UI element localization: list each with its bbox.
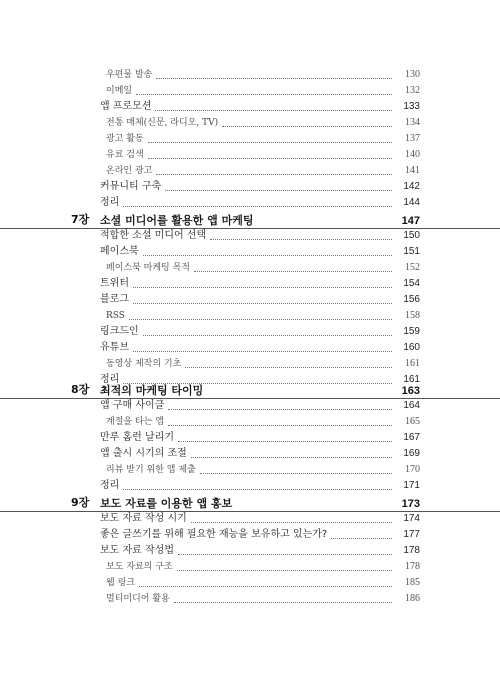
toc-section-entry[interactable] xyxy=(0,429,500,445)
dot-leader xyxy=(133,287,392,288)
dot-leader xyxy=(123,206,392,207)
dot-leader xyxy=(191,522,392,523)
toc-page-number: 134 xyxy=(405,117,420,128)
toc-entry-title: 리뷰 받기 위한 앱 제출 xyxy=(106,465,196,475)
toc-entry-title: 보도 자료 작성법 xyxy=(100,545,174,556)
toc-page-number: 144 xyxy=(403,197,420,208)
toc-subsection-entry[interactable] xyxy=(0,82,500,98)
toc-page-number: 164 xyxy=(403,400,420,411)
toc-page-number: 130 xyxy=(405,69,420,80)
toc-page-number: 167 xyxy=(403,432,420,443)
dot-leader xyxy=(178,441,392,442)
toc-entry-title: RSS xyxy=(106,311,125,321)
toc-page-number: 150 xyxy=(403,230,420,241)
toc-entry-title: 앱 프로모션 xyxy=(100,101,152,112)
dot-leader xyxy=(210,239,392,240)
toc-page-number: 163 xyxy=(401,385,420,397)
toc-page-number: 177 xyxy=(403,529,420,540)
toc-section-entry[interactable] xyxy=(0,526,500,542)
toc-entry-title: 링크드인 xyxy=(100,326,139,337)
dot-leader xyxy=(165,190,392,191)
toc-entry-title: 정리 xyxy=(100,374,120,385)
dot-leader xyxy=(129,319,392,320)
toc-section-entry[interactable] xyxy=(0,243,500,259)
toc-entry-title: 동영상 제작의 기초 xyxy=(106,359,182,369)
toc-page-number: 165 xyxy=(405,416,420,427)
dot-leader xyxy=(155,110,392,111)
toc-page-number: 151 xyxy=(403,246,420,257)
toc-entry-title: 웹 링크 xyxy=(106,578,135,588)
dot-leader xyxy=(139,586,392,587)
toc-entry-title: 적합한 소셜 미디어 선택 xyxy=(100,230,207,241)
toc-section-entry[interactable] xyxy=(0,227,500,243)
dot-leader xyxy=(168,425,392,426)
toc-page-number: 173 xyxy=(401,498,420,510)
toc-page-number: 170 xyxy=(405,464,420,475)
toc-page-number: 186 xyxy=(405,593,420,604)
toc-page-number: 154 xyxy=(403,278,420,289)
toc-entry-title: 좋은 글쓰기를 위해 필요한 재능을 보유하고 있는가? xyxy=(100,529,328,540)
toc-entry-title: 전통 매체(신문, 라디오, TV) xyxy=(106,118,219,128)
toc-subsection-entry[interactable] xyxy=(0,146,500,162)
toc-entry-title: 멀티미디어 활용 xyxy=(106,594,170,604)
toc-section-entry[interactable] xyxy=(0,339,500,355)
toc-subsection-entry[interactable] xyxy=(0,130,500,146)
toc-entry-title: 우편물 발송 xyxy=(106,70,153,80)
chapter-number: 9장 xyxy=(71,496,90,509)
toc-entry-title: 앱 구매 사이클 xyxy=(100,400,165,411)
toc-page-number: 159 xyxy=(403,326,420,337)
dot-leader xyxy=(191,457,392,458)
dot-leader xyxy=(331,538,392,539)
toc-subsection-entry[interactable] xyxy=(0,355,500,371)
toc-entry-title: 블로그 xyxy=(100,294,129,305)
dot-leader xyxy=(148,142,392,143)
dot-leader xyxy=(178,554,392,555)
toc-section-entry[interactable] xyxy=(0,542,500,558)
toc-entry-title: 앱 출시 시기의 조절 xyxy=(100,448,187,459)
dot-leader xyxy=(133,303,392,304)
toc-page-number: 152 xyxy=(405,262,420,273)
toc-section-entry[interactable] xyxy=(0,477,500,493)
toc-section-entry[interactable] xyxy=(0,275,500,291)
toc-subsection-entry[interactable] xyxy=(0,162,500,178)
toc-subsection-entry[interactable] xyxy=(0,259,500,275)
toc-page-number: 140 xyxy=(405,149,420,160)
toc-entry-title: 커뮤니티 구축 xyxy=(100,181,162,192)
toc-page-number: 171 xyxy=(403,480,420,491)
toc-entry-title: 계절을 타는 앱 xyxy=(106,417,164,427)
dot-leader xyxy=(123,489,392,490)
toc-page-number: 178 xyxy=(403,545,420,556)
dot-leader xyxy=(174,602,392,603)
toc-page-number: 160 xyxy=(403,342,420,353)
dot-leader xyxy=(194,271,392,272)
dot-leader xyxy=(133,351,392,352)
toc-entry-title: 정리 xyxy=(100,480,120,491)
toc-subsection-entry[interactable] xyxy=(0,413,500,429)
chapter-number: 7장 xyxy=(71,213,90,226)
toc-subsection-entry[interactable] xyxy=(0,558,500,574)
toc-subsection-entry[interactable] xyxy=(0,590,500,606)
toc-page-number: 141 xyxy=(405,165,420,176)
toc-entry-title: 온라인 광고 xyxy=(106,166,153,176)
toc-page-number: 133 xyxy=(403,101,420,112)
toc-section-entry[interactable] xyxy=(0,323,500,339)
dot-leader xyxy=(148,158,392,159)
toc-page-number: 185 xyxy=(405,577,420,588)
toc-page-number: 137 xyxy=(405,133,420,144)
toc-entry-title: 보도 자료의 구조 xyxy=(106,562,173,572)
toc-section-entry[interactable] xyxy=(0,98,500,114)
toc-section-entry[interactable] xyxy=(0,194,500,210)
toc-entry-title: 유튜브 xyxy=(100,342,129,353)
toc-entry-title: 유료 검색 xyxy=(106,150,144,160)
dot-leader xyxy=(136,94,392,95)
chapter-number: 8장 xyxy=(71,383,90,396)
toc-page-number: 132 xyxy=(405,85,420,96)
toc-entry-title: 최적의 마케팅 타이밍 xyxy=(100,384,204,397)
dot-leader xyxy=(222,126,392,127)
dot-leader xyxy=(143,335,392,336)
toc-subsection-entry[interactable] xyxy=(0,461,500,477)
toc-entry-title: 이메일 xyxy=(106,86,133,96)
toc-section-entry[interactable] xyxy=(0,178,500,194)
toc-entry-title: 페이스북 마케팅 목적 xyxy=(106,263,190,273)
toc-entry-title: 정리 xyxy=(100,197,120,208)
dot-leader xyxy=(156,78,392,79)
toc-entry-title: 소셜 미디어를 활용한 앱 마케팅 xyxy=(100,214,254,227)
toc-page-number: 161 xyxy=(405,358,420,369)
toc-page-number: 178 xyxy=(405,561,420,572)
toc-entry-title: 보도 자료 작성 시기 xyxy=(100,513,187,524)
dot-leader xyxy=(168,409,392,410)
toc-page-number: 169 xyxy=(403,448,420,459)
toc-entry-title: 트위터 xyxy=(100,278,129,289)
toc-subsection-entry[interactable] xyxy=(0,114,500,130)
toc-subsection-entry[interactable] xyxy=(0,307,500,323)
toc-section-entry[interactable] xyxy=(0,397,500,413)
toc-entry-title: 페이스북 xyxy=(100,246,139,257)
toc-entry-title: 보도 자료를 이용한 앱 홍보 xyxy=(100,497,233,510)
dot-leader xyxy=(200,473,392,474)
dot-leader xyxy=(156,174,392,175)
toc-page-number: 156 xyxy=(403,294,420,305)
toc-page-number: 161 xyxy=(403,374,420,385)
toc-page-number: 142 xyxy=(403,181,420,192)
toc-page-number: 147 xyxy=(401,215,420,227)
toc-subsection-entry[interactable] xyxy=(0,574,500,590)
toc-section-entry[interactable] xyxy=(0,291,500,307)
dot-leader xyxy=(177,570,392,571)
toc-entry-title: 광고 활동 xyxy=(106,134,144,144)
toc-section-entry[interactable] xyxy=(0,445,500,461)
toc-page-number: 174 xyxy=(403,513,420,524)
toc-subsection-entry[interactable] xyxy=(0,66,500,82)
dot-leader xyxy=(143,255,392,256)
dot-leader xyxy=(185,367,392,368)
toc-page-number: 158 xyxy=(405,310,420,321)
toc-entry-title: 만루 홈런 날리기 xyxy=(100,432,174,443)
toc-section-entry[interactable] xyxy=(0,510,500,526)
